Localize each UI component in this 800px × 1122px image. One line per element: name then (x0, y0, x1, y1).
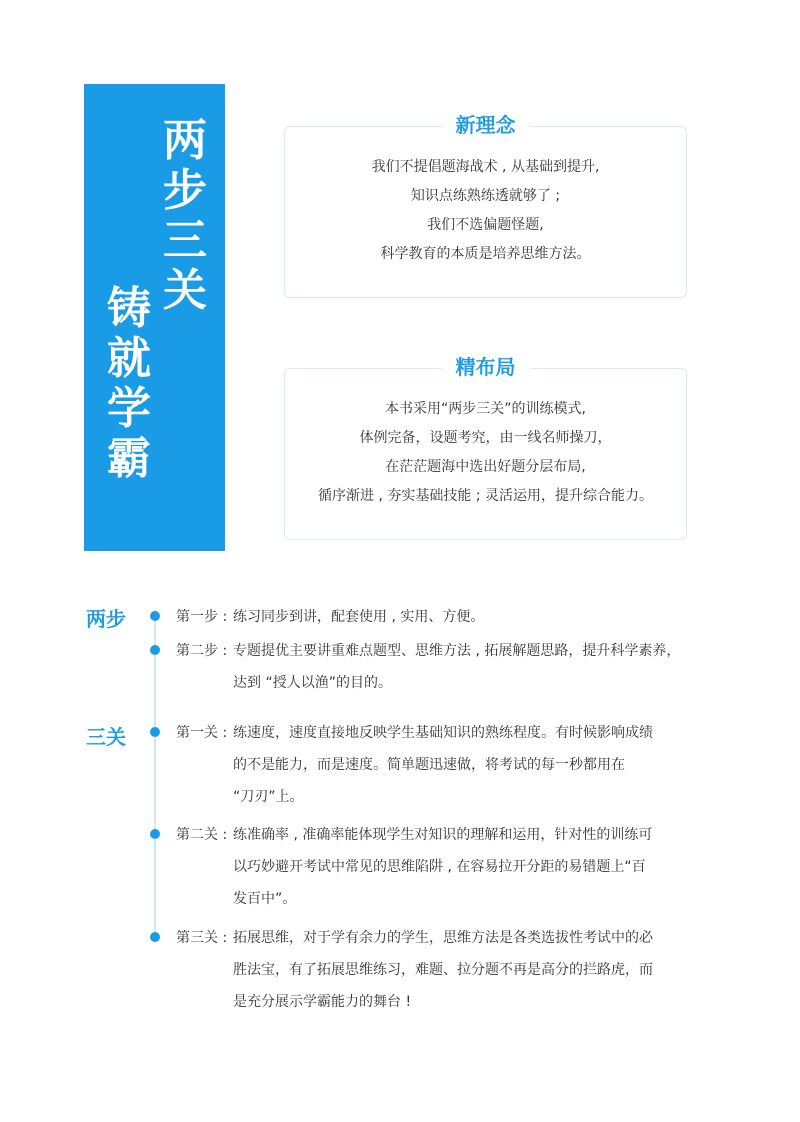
step-line: 专题提优主要讲重难点题型、思维方法 , 拓展解题思路，提升科学素养， (233, 643, 681, 659)
section-label-three-levels: 三关 (86, 725, 126, 749)
level-line: “刀刃”上。 (233, 789, 304, 805)
banner-char: 三 (163, 215, 207, 266)
timeline-dot (150, 727, 160, 737)
level-line: 练准确率 , 准确率能体现学生对知识的理解和运用，针对性的训练可 (233, 827, 653, 843)
concept-line: 循序渐进 , 夯实基础技能 ; 灵活运用，提升综合能力。 (318, 488, 653, 504)
level-item (176, 819, 736, 915)
timeline-dot (150, 829, 160, 839)
timeline-dot (150, 645, 160, 655)
timeline-line (154, 617, 156, 937)
level-line: 胜法宝，有了拓展思维练习，难题、拉分题不再是高分的拦路虎，而 (233, 962, 653, 978)
concept-line: 本书采用“两步三关”的训练模式, (385, 401, 586, 417)
banner-char: 关 (163, 265, 207, 316)
banner-char: 铸 (107, 283, 151, 334)
level-line: 练速度，速度直接地反映学生基础知识的熟练程度。有时候影响成绩 (233, 725, 653, 741)
step-line: 练习同步到讲，配套使用 , 实用、方便。 (233, 609, 485, 625)
level-prefix: 第三关 : (176, 930, 228, 946)
concept-box-title: 新理念 (442, 112, 530, 138)
concept-line: 我们不提倡题海战术 , 从基础到提升, (371, 159, 600, 175)
step-line: 达到 “授人以渔”的目的。 (233, 675, 392, 691)
level-item (176, 717, 736, 813)
level-item (176, 922, 736, 1018)
level-line: 拓展思维，对于学有余力的学生，思维方法是各类选拔性考试中的必 (233, 930, 653, 946)
concept-box-layout (284, 355, 687, 540)
concept-line: 在茫茫题海中选出好题分层布局, (385, 459, 586, 475)
step-content (233, 635, 736, 699)
level-line: 的不是能力，而是速度。简单题迅速做，将考试的每一秒都用在 (233, 757, 625, 773)
section-label-two-steps: 两步 (86, 607, 126, 631)
timeline-dot (150, 611, 160, 621)
timeline-dot (150, 932, 160, 942)
banner-char: 步 (163, 165, 207, 216)
level-content (233, 922, 736, 1018)
level-line: 发百中”。 (233, 891, 297, 907)
banner-char: 两 (163, 115, 207, 166)
banner-title-left-column (104, 284, 154, 484)
concept-line: 知识点练熟练透就够了 ; (410, 188, 561, 204)
concept-box-new-idea (284, 113, 687, 298)
concept-line: 体例完备，设题考究，由一线名师操刀， (359, 430, 612, 446)
level-prefix: 第一关 : (176, 725, 228, 741)
concept-line: 科学教育的本质是培养思维方法。 (380, 246, 591, 262)
concept-box-body (285, 395, 686, 511)
step-content (233, 601, 736, 633)
level-prefix: 第二关 : (176, 827, 228, 843)
level-content (233, 819, 736, 915)
banner-char: 就 (107, 333, 151, 384)
concept-box-body (285, 153, 686, 269)
step-item (176, 601, 736, 633)
concept-box-title: 精布局 (442, 354, 530, 380)
banner-char: 霸 (107, 433, 151, 484)
level-content (233, 717, 736, 813)
level-line: 是充分展示学霸能力的舞台 ! (233, 994, 412, 1010)
banner-char: 学 (107, 383, 151, 434)
step-prefix: 第一步 : (176, 609, 228, 625)
step-prefix: 第二步 : (176, 643, 228, 659)
level-line: 以巧妙避开考试中常见的思维陷阱 , 在容易拉开分距的易错题上“百 (233, 859, 646, 875)
step-item (176, 635, 736, 699)
banner-title-right-column (160, 116, 210, 316)
concept-line: 我们不选偏题怪题, (427, 217, 544, 233)
